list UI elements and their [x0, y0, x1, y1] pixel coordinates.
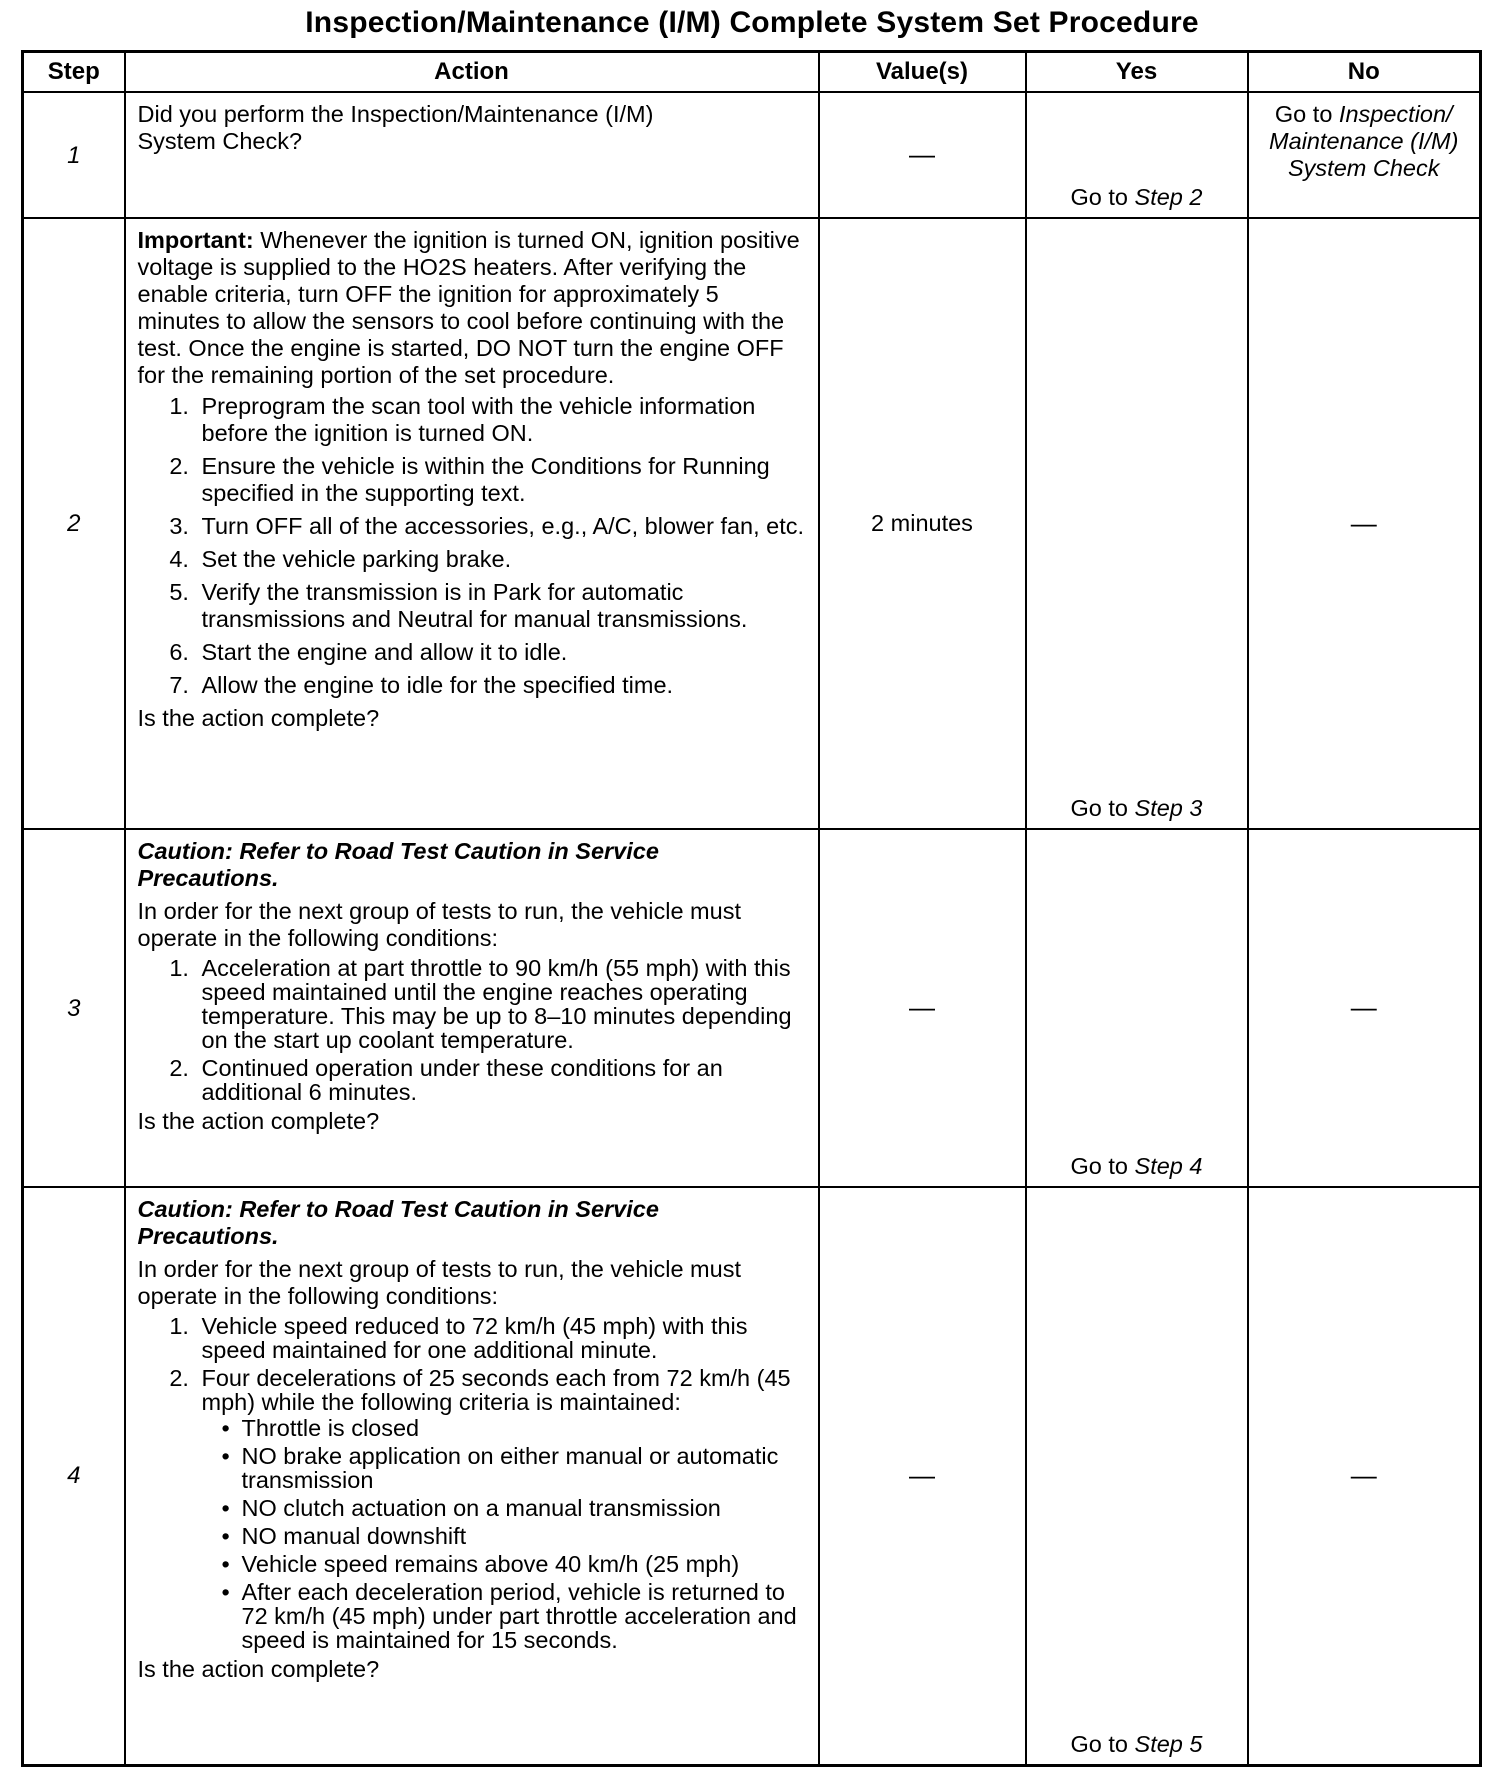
list-item: 6. Start the engine and allow it to idle.: [196, 639, 806, 666]
action-intro: In order for the next group of tests to run, the vehicle must operate in the following conditions:: [137, 898, 741, 951]
action-question: Did you perform the Inspection/Maintenance (I/M) System Check?: [137, 101, 654, 154]
yes-cell: [1026, 218, 1248, 829]
table-row: [23, 218, 1481, 829]
important-label: Important:: [137, 227, 254, 253]
important-text: Whenever the ignition is turned ON, ignition positive voltage is supplied to the HO2S heaters. After verifying the enable criteria, turn OFF the ignition for approximately 5 minutes to allow the sensors to cool before continuing with the test. Once the engine is started, DO NOT turn the engine OFF for the remaining portion of the set procedure.: [137, 227, 800, 388]
bullet-item: • Vehicle speed remains above 40 km/h (25 mph): [240, 1552, 806, 1576]
list-item: 5. Verify the transmission is in Park for automatic transmissions and Neutral for manual transmissions.: [196, 579, 806, 633]
list-item: [196, 1366, 806, 1652]
yes-prefix: Go to: [1070, 795, 1128, 821]
list-item: 1. Vehicle speed reduced to 72 km/h (45 mph) with this speed maintained for one additional minute.: [196, 1314, 806, 1362]
no-cell: [1248, 829, 1481, 1187]
column-header-action: Action: [125, 52, 819, 93]
bullet-item: • After each deceleration period, vehicle is returned to 72 km/h (45 mph) under part throttle acceleration and speed is maintained for 15 seconds.: [240, 1580, 806, 1652]
yes-prefix: Go to: [1070, 1730, 1128, 1757]
no-cell: [1248, 92, 1481, 218]
list-item: 7. Allow the engine to idle for the specified time.: [196, 672, 806, 699]
yes-cell: [1026, 829, 1248, 1187]
bullet-item: • NO clutch actuation on a manual transmission: [240, 1496, 806, 1520]
caution-note: Caution: Refer to Road Test Caution in Service Precautions.: [137, 838, 659, 891]
action-cell: [125, 1187, 819, 1765]
column-header-values: Value(s): [819, 52, 1026, 93]
action-cell: [125, 218, 819, 829]
action-intro: In order for the next group of tests to run, the vehicle must operate in the following conditions:: [137, 1256, 741, 1309]
column-header-step: Step: [23, 52, 125, 93]
yes-link[interactable]: [1071, 795, 1203, 821]
step-number: 4: [23, 1187, 125, 1765]
table-header-row: [23, 52, 1481, 93]
yes-link[interactable]: [1071, 184, 1203, 210]
yes-target: Step 3: [1134, 795, 1203, 821]
no-cell: [1248, 218, 1481, 829]
bullet-item: • NO manual downshift: [240, 1524, 806, 1548]
criteria-bullet-list: [202, 1416, 806, 1652]
action-question: Is the action complete?: [137, 705, 380, 731]
list-item: 4. Set the vehicle parking brake.: [196, 546, 806, 573]
action-question: Is the action complete?: [137, 1656, 380, 1682]
no-text: —: [1350, 507, 1377, 538]
step-number: 2: [23, 218, 125, 829]
value-cell: [819, 92, 1026, 218]
yes-link[interactable]: [1071, 1731, 1203, 1757]
action-steps-list: [138, 956, 806, 1104]
yes-prefix: Go to: [1070, 184, 1128, 210]
value-text: —: [909, 992, 935, 1022]
no-target: Inspection/ Maintenance (I/M) System Check: [1269, 101, 1459, 181]
value-text: —: [909, 1459, 935, 1490]
bullet-item: • Throttle is closed: [240, 1416, 806, 1440]
table-row: [23, 829, 1481, 1187]
step-number: 3: [23, 829, 125, 1187]
bullet-item: • NO brake application on either manual or automatic transmission: [240, 1444, 806, 1492]
action-steps-list: [138, 1314, 806, 1652]
no-text: —: [1350, 992, 1377, 1022]
action-cell: [125, 92, 819, 218]
list-item: 2. Continued operation under these conditions for an additional 6 minutes.: [196, 1056, 806, 1104]
value-cell: [819, 218, 1026, 829]
no-prefix: Go to: [1274, 101, 1333, 127]
yes-target: Step 5: [1134, 1730, 1203, 1757]
column-header-no: No: [1248, 52, 1481, 93]
list-item: 3. Turn OFF all of the accessories, e.g., A/C, blower fan, etc.: [196, 513, 806, 540]
caution-note: Caution: Refer to Road Test Caution in Service Precautions.: [137, 1196, 659, 1249]
no-text: —: [1350, 1459, 1377, 1490]
value-text: —: [909, 139, 935, 169]
no-link[interactable]: [1269, 101, 1458, 181]
action-steps-list: [138, 393, 806, 699]
yes-prefix: Go to: [1070, 1153, 1128, 1179]
yes-link[interactable]: [1071, 1153, 1203, 1179]
yes-cell: [1026, 1187, 1248, 1765]
yes-target: Step 2: [1134, 184, 1203, 210]
yes-cell: [1026, 92, 1248, 218]
procedure-table: [21, 50, 1482, 1767]
list-item: 2. Ensure the vehicle is within the Conditions for Running specified in the supporting text.: [196, 453, 806, 507]
table-row: [23, 92, 1481, 218]
list-item: 1. Preprogram the scan tool with the vehicle information before the ignition is turned ON.: [196, 393, 806, 447]
table-row: [23, 1187, 1481, 1765]
column-header-yes: Yes: [1026, 52, 1248, 93]
value-cell: [819, 829, 1026, 1187]
list-item-text: Four decelerations of 25 seconds each from 72 km/h (45 mph) while the following criteria is maintained:: [201, 1365, 791, 1415]
value-text: 2 minutes: [871, 510, 973, 536]
page-title: Inspection/Maintenance (I/M) Complete System Set Procedure: [305, 6, 1199, 39]
yes-target: Step 4: [1134, 1153, 1203, 1179]
step-number: 1: [23, 92, 125, 218]
list-item: 1. Acceleration at part throttle to 90 km/h (55 mph) with this speed maintained until the engine reaches operating temperature. This may be up to 8–10 minutes depending on the start up coolant temperature.: [196, 956, 806, 1052]
no-cell: [1248, 1187, 1481, 1765]
value-cell: [819, 1187, 1026, 1765]
important-note: [138, 227, 806, 389]
action-question: Is the action complete?: [137, 1108, 380, 1134]
action-cell: [125, 829, 819, 1187]
